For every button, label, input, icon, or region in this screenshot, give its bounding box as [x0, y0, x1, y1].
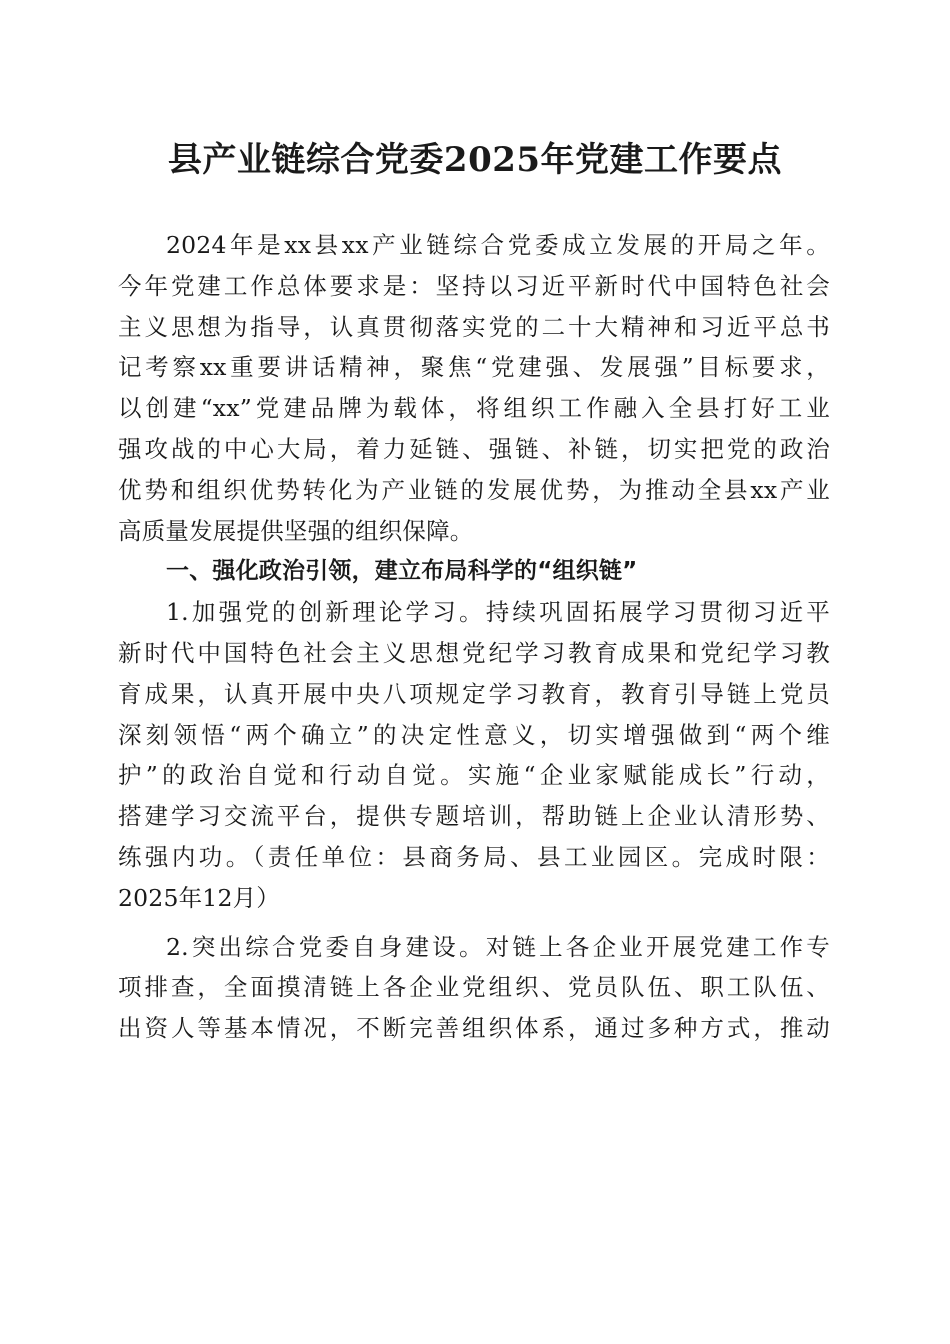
- intro-paragraph: [118, 225, 830, 551]
- paragraph-line: 记考察xx重要讲话精神，聚焦“党建强、发展强”目标要求，: [118, 353, 830, 382]
- paragraph-line: 2025年12月）: [118, 883, 281, 912]
- paragraph-line: 优势和组织优势转化为产业链的发展优势，为推动全县xx产业: [118, 475, 830, 504]
- paragraph-line: 2.突出综合党委自身建设。对链上各企业开展党建工作专: [166, 932, 830, 961]
- paragraph-line: 搭建学习交流平台，提供专题培训，帮助链上企业认清形势、: [118, 802, 830, 831]
- paragraph-line: 项排查，全面摸清链上各企业党组织、党员队伍、职工队伍、: [118, 973, 830, 1002]
- paragraph-gap: [118, 919, 830, 927]
- paragraph-line: 护”的政治自觉和行动自觉。实施“企业家赋能成长”行动，: [118, 761, 830, 790]
- item-1-paragraph: [118, 592, 830, 918]
- paragraph-line: 深刻领悟“两个确立”的决定性意义，切实增强做到“两个维: [118, 720, 830, 749]
- section-heading: 一、强化政治引领，建立布局科学的“组织链”: [166, 558, 638, 585]
- paragraph-line: 练强内功。（责任单位：县商务局、县工业园区。完成时限：: [118, 842, 830, 871]
- paragraph-line: 以创建“xx”党建品牌为载体，将组织工作融入全县打好工业: [118, 394, 830, 423]
- paragraph-line: 2024年是xx县xx产业链综合党委成立发展的开局之年。: [166, 231, 830, 259]
- document-body: [118, 225, 830, 1049]
- paragraph-line: 新时代中国特色社会主义思想党纪学习教育成果和党纪学习教: [118, 638, 830, 667]
- paragraph-line: 1.加强党的创新理论学习。持续巩固拓展学习贯彻习近平: [166, 598, 830, 627]
- paragraph-line: 高质量发展提供坚强的组织保障。: [118, 516, 474, 545]
- paragraph-line: 出资人等基本情况，不断完善组织体系，通过多种方式，推动: [118, 1014, 830, 1043]
- document-title: 县产业链综合党委2025年党建工作要点: [167, 140, 783, 180]
- item-2-paragraph: [118, 927, 830, 1049]
- paragraph-line: 主义思想为指导，认真贯彻落实党的二十大精神和习近平总书: [118, 312, 830, 341]
- paragraph-line: 育成果，认真开展中央八项规定学习教育，教育引导链上党员: [118, 679, 830, 708]
- paragraph-line: 今年党建工作总体要求是：坚持以习近平新时代中国特色社会: [118, 271, 830, 300]
- paragraph-line: 强攻战的中心大局，着力延链、强链、补链，切实把党的政治: [118, 434, 830, 463]
